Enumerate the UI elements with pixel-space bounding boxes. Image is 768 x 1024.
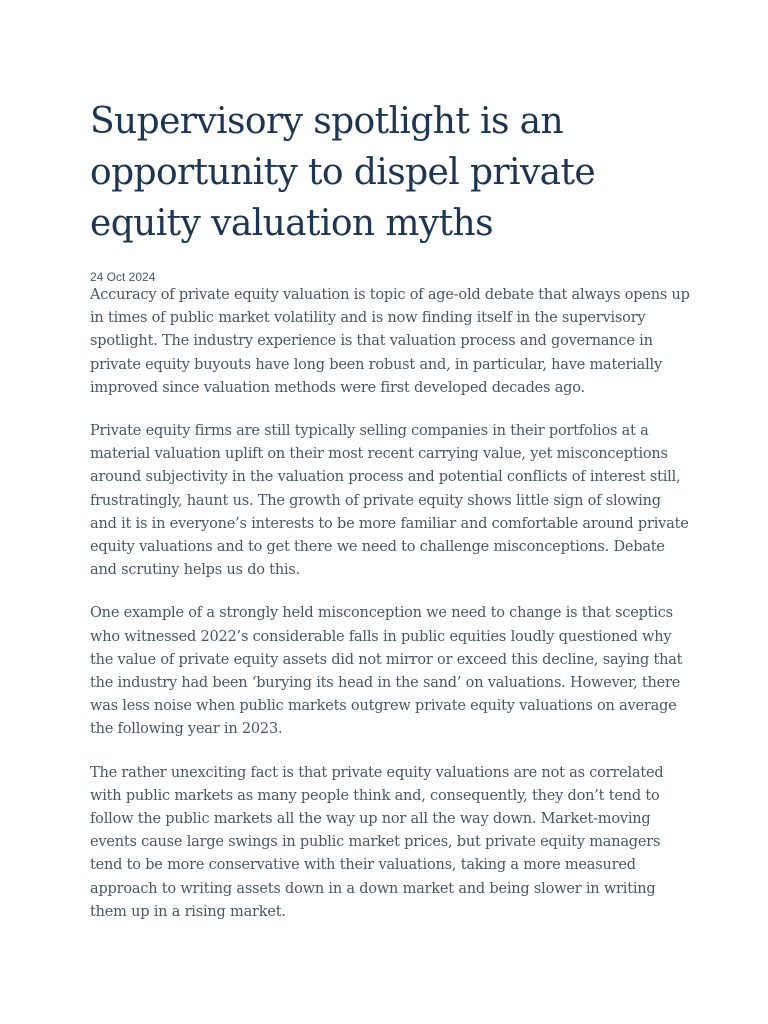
article-title: Supervisory spotlight is an opportunity to dispel private equity valuation myths [90,101,596,244]
article-paragraph-1: Accuracy of private equity valuation is topic of age-old debate that always opens up in times of public market volatility and is now finding itself in the supervisory spotlight. The industry experience is that valuation process and governance in private equity buyouts have long been robust and, in particular, have materially improved since valuation methods were first developed decades ago. [90,287,690,396]
article-paragraph-2: Private equity firms are still typically selling companies in their portfolios at a material valuation uplift on their most recent carrying value, yet misconceptions around subjectivity in the valuation process and potential conflicts of interest still, frustratingly, haunt us. The growth of private equity shows little sign of slowing and it is in everyone’s interests to be more familiar and comfortable around private equity valuations and to get there we need to challenge misconceptions. Debate and scrutiny helps us do this. [90,423,689,579]
article [90,96,690,924]
article-paragraph-4: The rather unexciting fact is that private equity valuations are not as correlated with public markets as many people think and, consequently, they don’t tend to follow the public markets all the way up nor all the way down. Market-moving events cause large swings in public market prices, but private equity managers tend to be more conservative with their valuations, taking a more measured approach to writing assets down in a down market and being slower in writing them up in a rising market. [90,764,664,920]
article-date: 24 Oct 2024 [90,270,156,284]
article-paragraph-3: One example of a strongly held misconception we need to change is that sceptics who witnessed 2022’s considerable falls in public equities loudly questioned why the value of private equity assets did not mirror or exceed this decline, saying that the industry had been ‘burying its head in the sand’ on valuations. However, there was less noise when public markets outgrew private equity valuations on average the following year in 2023. [90,605,683,738]
